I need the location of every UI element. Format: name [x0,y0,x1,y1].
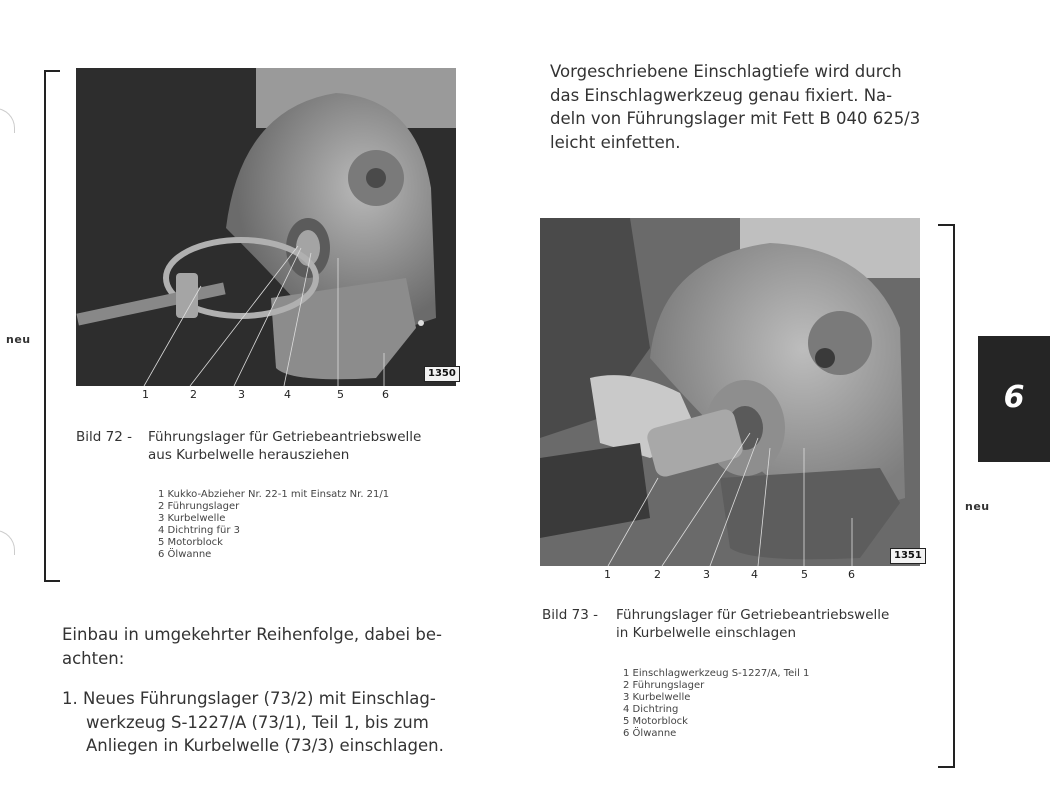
text-line: Anliegen in Kurbelwelle (73/3) einschlagen. [86,736,444,755]
text-line: das Einschlagwerkzeug genau fixiert. Na- [550,85,893,105]
text-line: werkzeug S-1227/A (73/1), Teil 1, bis zum [86,712,429,732]
callout-1: 1 [604,568,611,581]
legend-item: 5 Motorblock [158,537,223,548]
scan-artifact [0,108,15,133]
caption-line: Führungslager für Getriebeantriebswelle [148,429,422,445]
margin-note-neu: neu [965,500,990,513]
figure-73-callouts [540,568,920,582]
depth-paragraph [550,60,950,154]
figure-73-photo [540,218,920,566]
callout-5: 5 [337,388,344,401]
chapter-tab [978,336,1050,462]
text-line: 1. Neues Führungslager (73/2) mit Einschlag- [62,689,436,708]
scan-artifact [0,530,15,555]
callout-4: 4 [284,388,291,401]
callout-6: 6 [382,388,389,401]
figure-73-caption [542,606,942,642]
figure-72-photo [76,68,456,386]
callout-5: 5 [801,568,808,581]
legend-item: 6 Ölwanne [158,549,212,560]
legend-item: 4 Dichtring für 3 [158,525,241,536]
figure-73-number: 1351 [890,548,926,564]
figure-72-callouts [76,388,456,402]
callout-4: 4 [751,568,758,581]
text-line: Vorgeschriebene Einschlagtiefe wird durch [550,62,902,81]
caption-label: Bild 73 - [542,607,598,623]
callout-1: 1 [142,388,149,401]
caption-label: Bild 72 - [76,429,132,445]
text-line: deln von Führungslager mit Fett B 040 625/3 [550,109,921,128]
text-line: Einbau in umgekehrter Reihenfolge, dabei be- [62,625,442,644]
installation-intro [62,623,482,670]
callout-2: 2 [190,388,197,401]
legend-item: 2 Führungslager [623,680,705,691]
legend-item: 1 Kukko-Abzieher Nr. 22-1 mit Einsatz Nr. 21/1 [158,489,390,500]
figure-72-number: 1350 [424,366,460,382]
chapter-number: 6 [1003,380,1025,415]
legend-item: 1 Einschlagwerkzeug S-1227/A, Teil 1 [623,668,810,679]
callout-3: 3 [238,388,245,401]
legend-item: 6 Ölwanne [623,728,677,739]
figure-73-legend [623,668,809,740]
caption-line: aus Kurbelwelle herausziehen [148,447,350,463]
callout-3: 3 [703,568,710,581]
legend-item: 3 Kurbelwelle [158,513,226,524]
text-line: achten: [62,648,125,668]
callout-6: 6 [848,568,855,581]
callout-2: 2 [654,568,661,581]
figure-72-caption [76,428,476,464]
legend-item: 3 Kurbelwelle [623,692,691,703]
caption-line: in Kurbelwelle einschlagen [616,625,797,641]
margin-note-neu: neu [6,333,31,346]
caption-line: Führungslager für Getriebeantriebswelle [616,607,890,623]
legend-item: 2 Führungslager [158,501,240,512]
legend-item: 4 Dichtring [623,704,679,715]
text-line: leicht einfetten. [550,132,681,152]
figure-72-legend [158,489,389,561]
legend-item: 5 Motorblock [623,716,688,727]
step-1 [62,687,482,758]
